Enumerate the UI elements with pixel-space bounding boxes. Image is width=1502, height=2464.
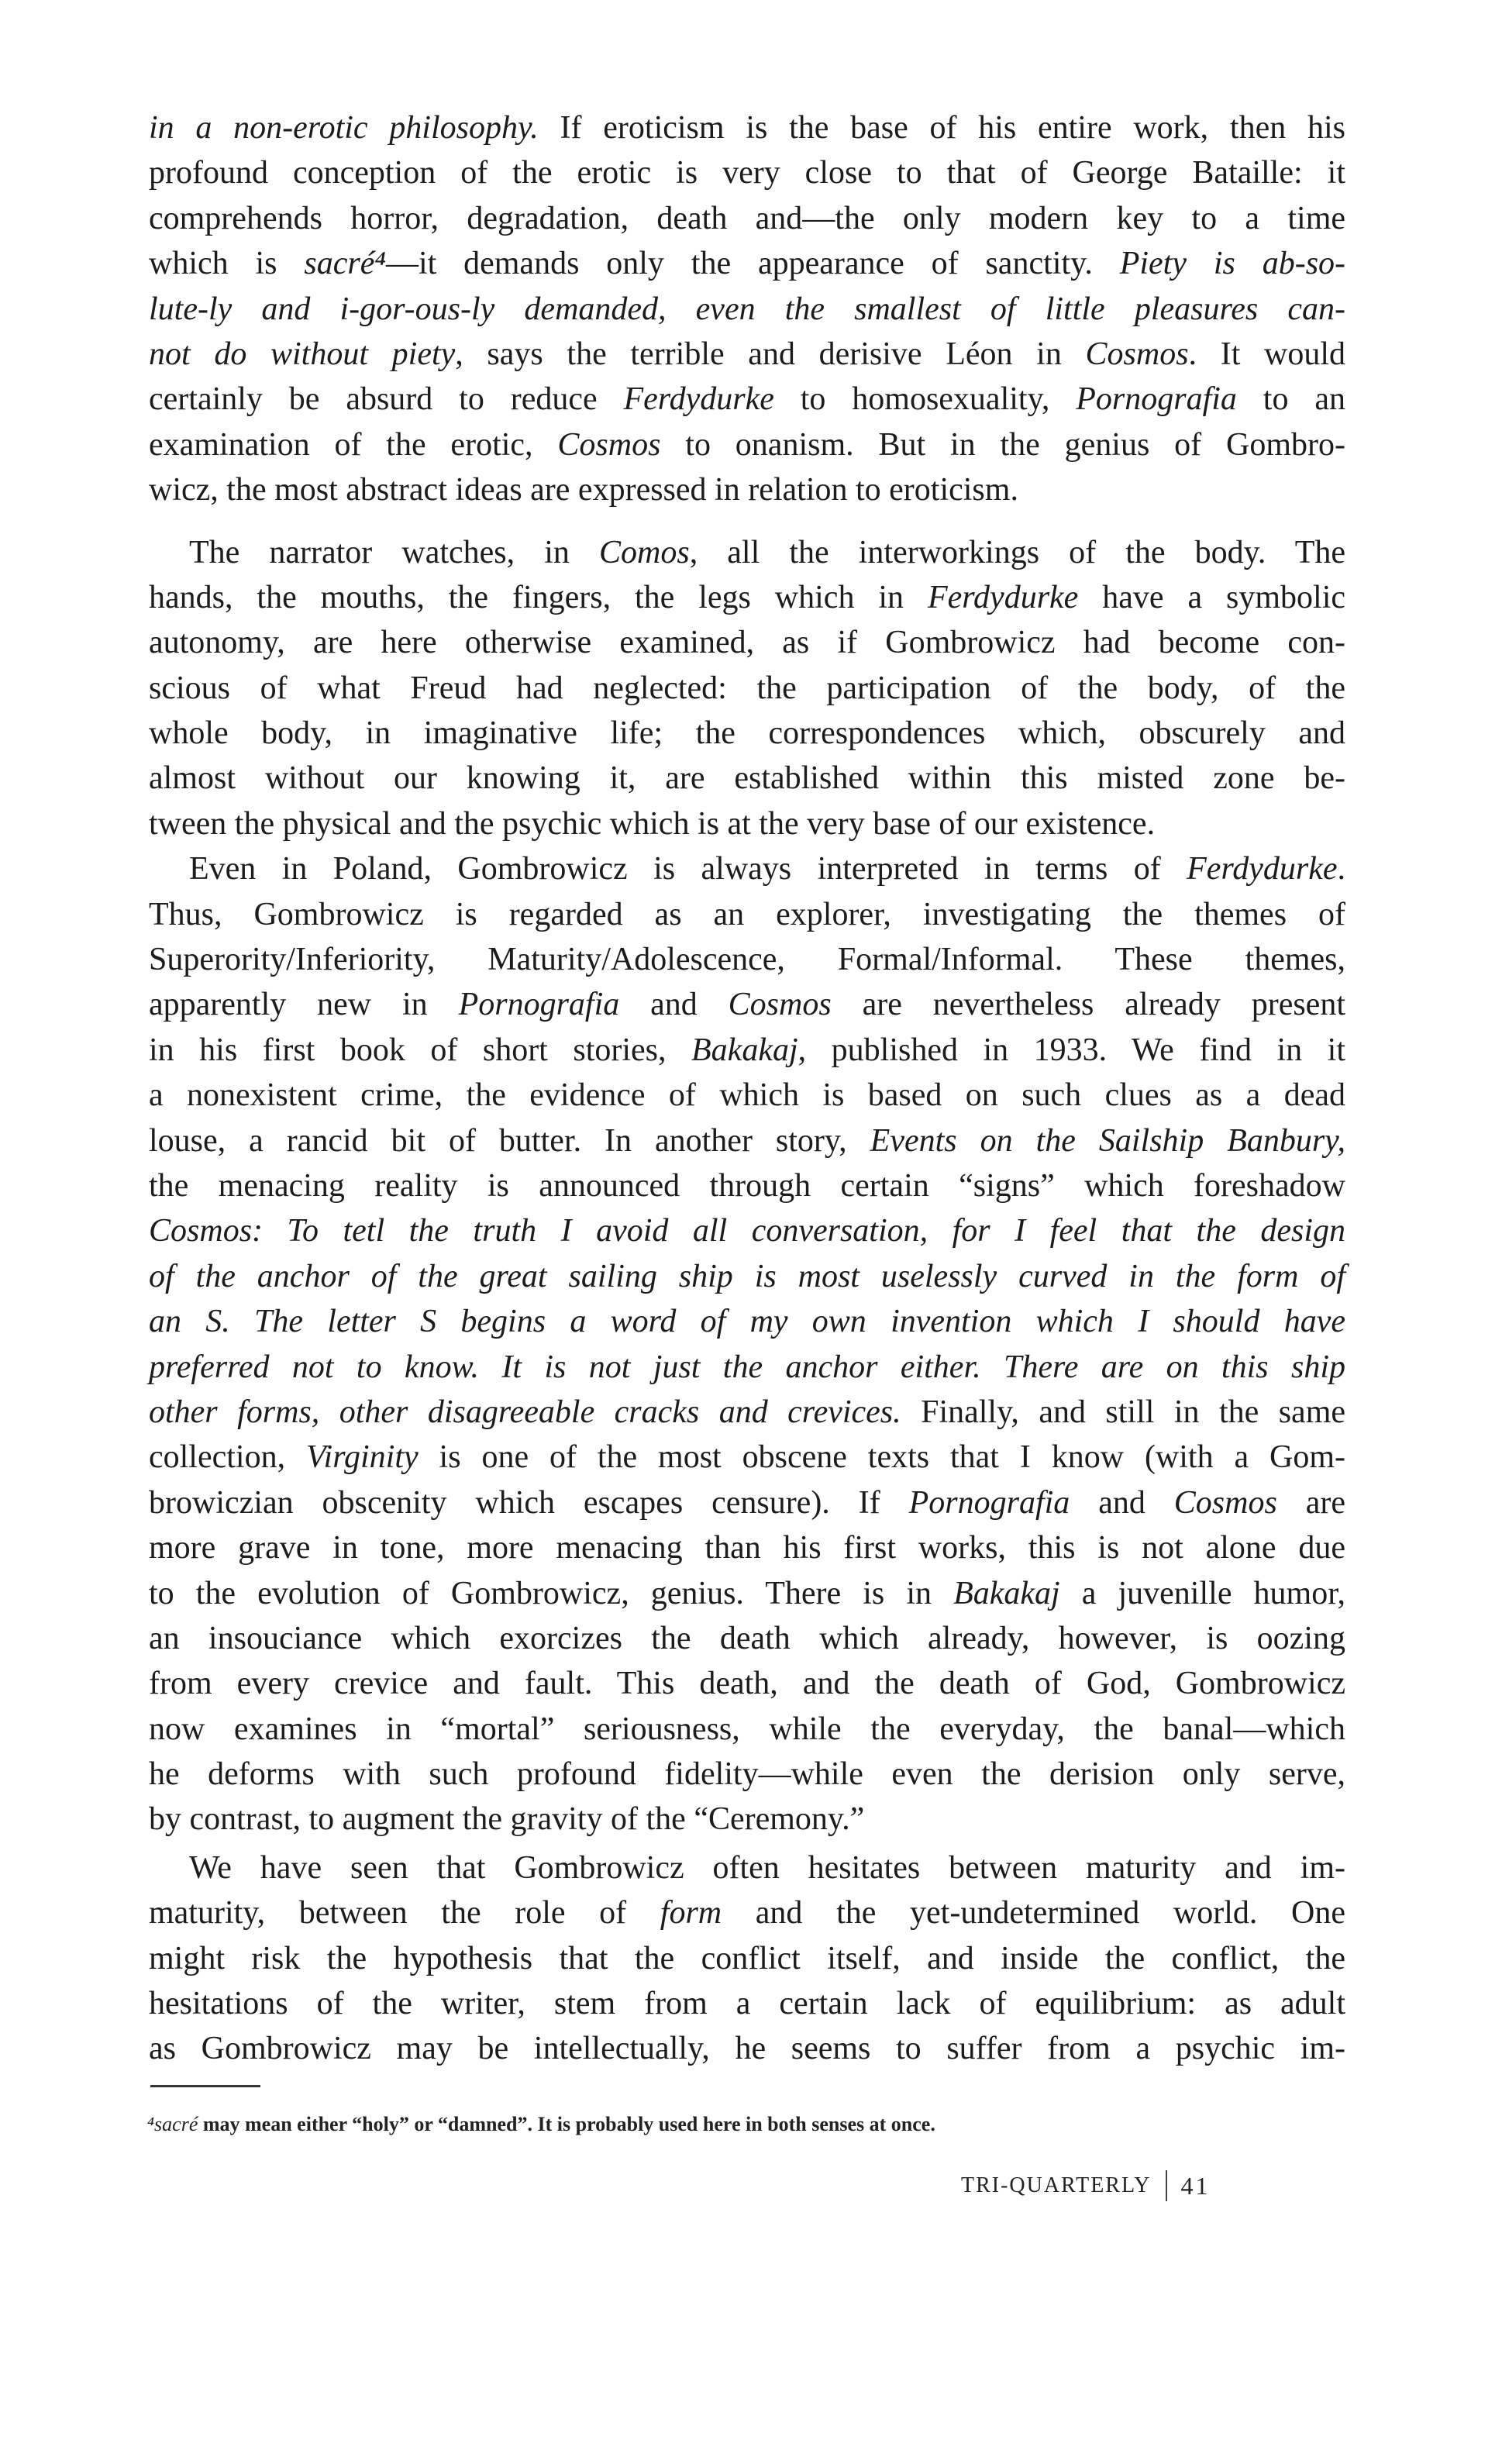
text-line — [149, 1208, 1345, 1253]
text-line: not do without piety, says the terrible and derisive Léon in Cosmos. It would — [149, 336, 1346, 372]
text-line: in a non-erotic philosophy. If eroticism is the base of his entire work, then his — [149, 110, 1345, 146]
text-line: The narrator watches, in Comos, all the interworkings of the body. The — [189, 534, 1345, 570]
italic-text: Bakakaj — [953, 1575, 1060, 1611]
text-line: apparently new in Pornografia and Cosmos are nevertheless already present — [149, 987, 1345, 1023]
text-line — [149, 287, 1345, 332]
italic-text: preferred not to know. It is not just the anchor either. There are on this ship — [149, 1349, 1345, 1385]
italic-text: Cosmos — [1173, 1484, 1277, 1521]
text-line: certainly be absurd to reduce Ferdydurke to homosexuality, Pornografia to an — [149, 381, 1345, 418]
italic-text: form — [660, 1895, 722, 1932]
journal-name: TRI-QUARTERLY — [961, 2173, 1152, 2197]
text-line: which is sacré⁴—it demands only the appearance of sanctity. Piety is ab-so- — [149, 246, 1346, 282]
italic-text: Comos — [599, 534, 690, 570]
text-line: by contrast, to augment the gravity of the “Ceremony.” — [149, 1801, 865, 1838]
italic-text: Cosmos — [557, 426, 661, 463]
text-line: collection, Virginity is one of the most obscene texts that I know (with a Gom- — [149, 1439, 1345, 1476]
paragraph — [149, 530, 1345, 847]
italic-text: lute-ly and i-gor-ous-ly demanded, even the smallest of little pleasures can- — [149, 291, 1345, 327]
text-line: almost without our knowing it, are established within this misted zone be- — [149, 760, 1345, 797]
text-line: tween the physical and the psychic which is at the very base of our existence. — [149, 805, 1156, 842]
italic-text: Virginity — [306, 1439, 419, 1476]
text-line: Even in Poland, Gombrowicz is always interpreted in terms of Ferdydurke. — [189, 851, 1345, 887]
text-line: scious of what Freud had neglected: the participation of the body, of the — [149, 670, 1345, 706]
italic-text: Ferdydurke — [1187, 851, 1338, 887]
text-line: Thus, Gombrowicz is regarded as an explorer, investigating the themes of — [149, 896, 1345, 932]
footnote — [147, 2113, 935, 2136]
italic-text: other forms, other disagreeable cracks and crevices. — [149, 1394, 901, 1430]
text-line: profound conception of the erotic is very close to that of George Bataille: it — [149, 155, 1345, 191]
italic-text: Pornografia — [458, 987, 620, 1023]
text-line: he deforms with such profound fidelity—while even the derision only serve, — [149, 1756, 1345, 1793]
text-line: other forms, other disagreeable cracks and crevices. Finally, and still in the same — [149, 1394, 1346, 1430]
text-line: in his first book of short stories, Bakakaj, published in 1933. We find in it — [149, 1032, 1345, 1068]
italic-text: not do without piety — [149, 336, 456, 372]
italic-text: Ferdydurke — [623, 381, 774, 418]
italic-text: Pornografia — [908, 1484, 1070, 1521]
italic-text: Pornografia — [1076, 381, 1237, 418]
footnote-text: may mean either “holy” or “damned”. It is probably used here in both senses at once. — [198, 2113, 935, 2135]
body-text — [149, 105, 1345, 2072]
paragraph — [149, 1845, 1345, 2072]
footnote-divider — [150, 2085, 260, 2087]
footnote-term: ⁴sacré — [147, 2113, 198, 2135]
italic-text: Cosmos — [1085, 336, 1189, 372]
italic-text: in a non-erotic philosophy. — [149, 110, 539, 146]
text-line: hands, the mouths, the fingers, the legs which in Ferdydurke have a symbolic — [149, 579, 1345, 615]
text-line: an insouciance which exorcizes the death which already, however, is oozing — [149, 1620, 1345, 1656]
text-line: Superority/Inferiority, Maturity/Adolescence, Formal/Informal. These themes, — [149, 942, 1345, 978]
footer-separator — [1166, 2170, 1167, 2201]
italic-text: Ferdydurke — [927, 579, 1079, 615]
italic-text: sacré⁴ — [304, 246, 386, 282]
italic-text: of the anchor of the great sailing ship is most uselessly curved in the form of — [149, 1258, 1345, 1294]
text-line: wicz, the most abstract ideas are expressed in relation to eroticism. — [149, 472, 1018, 508]
text-line — [149, 1345, 1345, 1390]
italic-text: Cosmos — [728, 987, 832, 1023]
text-line: might risk the hypothesis that the conflict itself, and inside the conflict, the — [149, 1940, 1345, 1976]
text-line: a nonexistent crime, the evidence of which is based on such clues as a dead — [149, 1077, 1345, 1114]
text-line: as Gombrowicz may be intellectually, he seems to suffer from a psychic im- — [149, 2031, 1345, 2067]
text-line: more grave in tone, more menacing than his first works, this is not alone due — [149, 1530, 1345, 1566]
italic-text: Events on the Sailship Banbury, — [870, 1122, 1345, 1159]
italic-text: Piety is ab-so- — [1119, 246, 1346, 282]
text-line: autonomy, are here otherwise examined, as if Gombrowicz had become con- — [149, 625, 1345, 661]
paragraph — [149, 105, 1345, 513]
italic-text: Bakakaj — [691, 1032, 798, 1068]
text-line: from every crevice and fault. This death, and the death of God, Gombrowicz — [149, 1666, 1345, 1702]
text-line — [149, 1299, 1345, 1344]
text-line: hesitations of the writer, stem from a certain lack of equilibrium: as adult — [149, 1986, 1345, 2022]
page-footer — [961, 2170, 1211, 2201]
text-line — [149, 1254, 1345, 1299]
page-number: 41 — [1180, 2171, 1211, 2200]
text-line: comprehends horror, degradation, death and—the only modern key to a time — [149, 200, 1345, 236]
italic-text: Cosmos: To tetl the truth I avoid all conversation, for I feel that the design — [149, 1213, 1345, 1249]
paragraph — [149, 846, 1345, 1842]
text-line: examination of the erotic, Cosmos to onanism. But in the genius of Gombro- — [149, 426, 1345, 463]
italic-text: an S. The letter S begins a word of my own invention which I should have — [149, 1304, 1345, 1340]
text-line: louse, a rancid bit of butter. In another story, Events on the Sailship Banbury, — [149, 1122, 1345, 1159]
text-line: now examines in “mortal” seriousness, while the everyday, the banal—which — [149, 1711, 1345, 1747]
text-line: to the evolution of Gombrowicz, genius. There is in Bakakaj a juvenille humor, — [149, 1575, 1346, 1611]
text-line: We have seen that Gombrowicz often hesitates between maturity and im- — [189, 1849, 1345, 1886]
text-line: browiczian obscenity which escapes censure). If Pornografia and Cosmos are — [149, 1484, 1345, 1521]
text-line: maturity, between the role of form and the yet-undetermined world. One — [149, 1895, 1345, 1932]
text-line: the menacing reality is announced through certain “signs” which foreshadow — [149, 1167, 1345, 1204]
text-line: whole body, in imaginative life; the correspondences which, obscurely and — [149, 715, 1345, 752]
